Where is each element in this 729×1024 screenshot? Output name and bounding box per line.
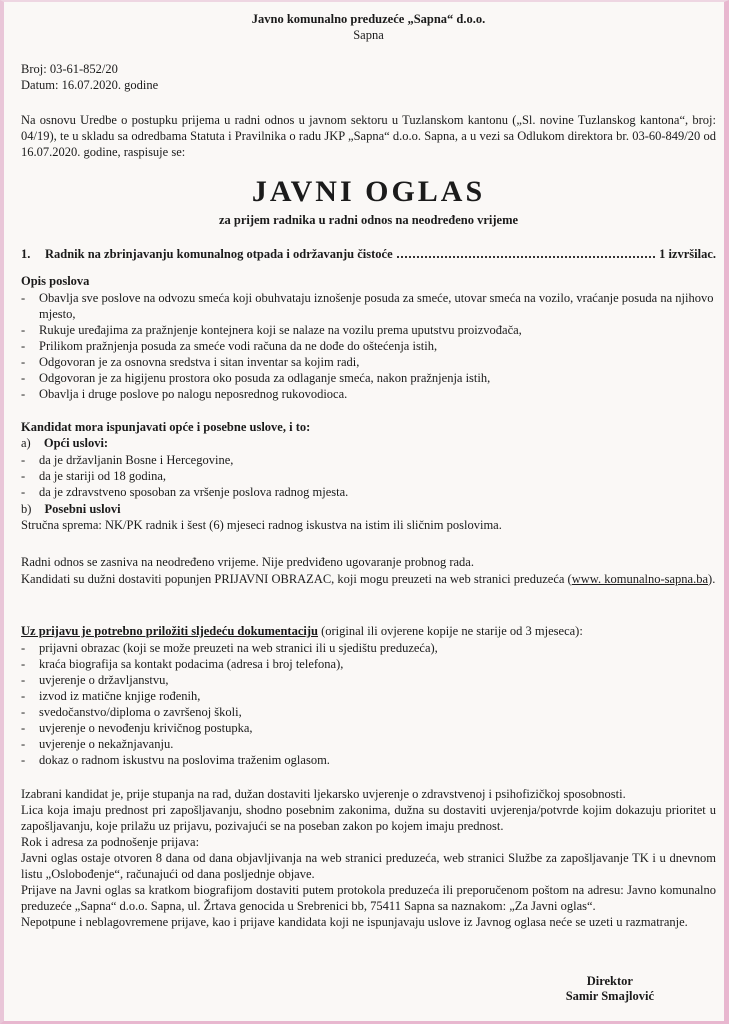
deadline-heading: Rok i adresa za podnošenje prijava:	[21, 835, 200, 849]
company-name: Javno komunalno preduzeće „Sapna“ d.o.o.	[251, 12, 486, 26]
list-item: - svedočanstvo/diploma o završenoj školi,	[21, 704, 716, 720]
job-description-list	[21, 290, 716, 402]
list-item: - da je državljanin Bosne i Hercegovine,	[21, 452, 716, 468]
deadline-text: Javni oglas ostaje otvoren 8 dana od dana objavljivanja na web stranici preduzeća, web stranici Službe za zapošljavanje TK i u dnevnom listu „Oslobođenje“, računajući od dana posljednje objave.	[21, 851, 716, 881]
application-form-text	[21, 571, 716, 587]
page-subtitle: za prijem radnika u radni odnos na neodređeno vrijeme	[218, 213, 519, 227]
company-city: Sapna	[353, 28, 384, 42]
signature-block	[566, 974, 654, 1004]
medical-certificate-text: Izabrani kandidat je, prije stupanja na rad, dužan dostaviti ljekarsko uvjerenje o zdravstvenoj i psihofizičkoj sposobnosti.	[21, 787, 626, 801]
documents-list	[21, 640, 716, 768]
list-item: - da je stariji od 18 godina,	[21, 468, 716, 484]
list-item: - uvjerenje o nevođenju krivičnog postupka,	[21, 720, 716, 736]
list-item: - prijavni obrazac (koji se može preuzeti na web stranici ili u sjedištu preduzeća),	[21, 640, 716, 656]
priority-text: Lica koja imaju prednost pri zapošljavanju, shodno posebnim zakonima, dužna su dostaviti uvjerenja/potvrde kojim dokazuju prioritet u zapošljavanju, koje prilažu uz prijavu, pozivajući se na poseban zakon po kojem imaju prednost.	[21, 803, 716, 833]
list-item: - Odgovoran je za higijenu prostora oko posuda za odlaganje smeća, nakon pražnjenja istih,	[21, 370, 716, 386]
position-count: 1 izvršilac.	[659, 247, 716, 261]
dotted-leader	[397, 246, 655, 258]
list-item: - kraća biografija sa kontakt podacima (adresa i broj telefona),	[21, 656, 716, 672]
general-conditions-list	[21, 452, 716, 500]
application-form-suffix: ).	[708, 572, 716, 586]
documents-heading-note: (original ili ovjerene kopije ne starije od 3 mjeseca):	[317, 624, 583, 638]
intro-paragraph: Na osnovu Uredbe o postupku prijema u radni odnos u javnom sektoru u Tuzlanskom kantonu („Sl. novine Tuzlanskog kantona“, broj: 04/19), te u skladu sa odredbama Statuta i Pravilnika o radu JKP „Sapna“ d.o.o. Sapna, a u vezi sa Odlukom direktora br. 03-60-849/20 od 16.07.2020. godine, raspisuje se:	[21, 113, 716, 159]
special-conditions-title: Posebni uslovi	[44, 502, 121, 516]
general-conditions-heading	[21, 436, 108, 451]
list-label: a)	[21, 436, 31, 450]
list-item: - Prilikom pražnjenja posuda za smeće vodi računa da ne dođe do oštećenja istih,	[21, 338, 716, 354]
list-item: - uvjerenje o nekažnjavanju.	[21, 736, 716, 752]
reference-number: Broj: 03-61-852/20	[21, 62, 118, 76]
position-row	[21, 246, 716, 262]
position-number: 1.	[21, 247, 31, 261]
list-label: b)	[21, 502, 32, 516]
list-item: - da je zdravstveno sposoban za vršenje poslova radnog mjesta.	[21, 484, 716, 500]
incomplete-applications-text: Nepotpune i neblagovremene prijave, kao i prijave kandidata koji ne ispunjavaju uslove iz Javnog oglasa neće se uzeti u razmatranje.	[21, 915, 688, 929]
position-name: Radnik na zbrinjavanju komunalnog otpada i održavanju čistoće	[45, 247, 393, 261]
special-conditions-heading	[21, 502, 121, 517]
issue-date: Datum: 16.07.2020. godine	[21, 78, 159, 92]
list-item: - Rukuje uređajima za pražnjenje kontejnera koji se nalaze na vozilu prema uputstvu proizvođača,	[21, 322, 716, 338]
general-conditions-title: Opći uslovi:	[43, 436, 109, 450]
special-conditions-text: Stručna sprema: NK/PK radnik i šest (6) mjeseci radnog iskustva na istim ili sličnim poslovima.	[21, 518, 502, 532]
list-item: - izvod iz matične knjige rođenih,	[21, 688, 716, 704]
documents-heading-row	[21, 624, 583, 639]
list-item: - uvjerenje o državljanstvu,	[21, 672, 716, 688]
employment-text: Radni odnos se zasniva na neodređeno vrijeme. Nije predviđeno ugovaranje probnog rada.	[21, 555, 474, 569]
application-form-prefix: Kandidati su dužni dostaviti popunjen PRIJAVNI OBRAZAC, koji mogu preuzeti na web stranici preduzeća (	[21, 572, 572, 586]
list-item: - dokaz o radnom iskustvu na poslovima traženim oglasom.	[21, 752, 716, 768]
list-item: - Obavlja sve poslove na odvozu smeća koji obuhvataju iznošenje posuda za smeće, utovar smeća na vozilo, vraćanje posuda na njihovo mjesto,	[21, 290, 716, 322]
website-link[interactable]: www. komunalno-sapna.ba	[571, 572, 709, 586]
closing-section	[21, 786, 716, 930]
job-description-heading: Opis poslova	[21, 274, 90, 288]
list-item: - Odgovoran je za osnovna sredstva i sitan inventar sa kojim radi,	[21, 354, 716, 370]
documents-heading: Uz prijavu je potrebno priložiti sljedeću dokumentaciju	[21, 624, 318, 638]
submission-address-text: Prijave na Javni oglas sa kratkom biografijom dostaviti putem protokola preduzeća ili preporučenom poštom na adresu: Javno komunalno preduzeće „Sapna“ d.o.o. Sapna, ul. Žrtava genocida u Srebrenici bb, 75411 Sapna sa naznakom: „Za Javni oglas“.	[21, 883, 716, 913]
page-title: JAVNI OGLAS	[251, 175, 486, 208]
signature-role: Direktor	[586, 974, 633, 988]
signature-name: Samir Smajlović	[565, 989, 654, 1003]
requirements-heading: Kandidat mora ispunjavati opće i posebne uslove, i to:	[21, 420, 311, 434]
list-item: - Obavlja i druge poslove po nalogu neposrednog rukovodioca.	[21, 386, 716, 402]
